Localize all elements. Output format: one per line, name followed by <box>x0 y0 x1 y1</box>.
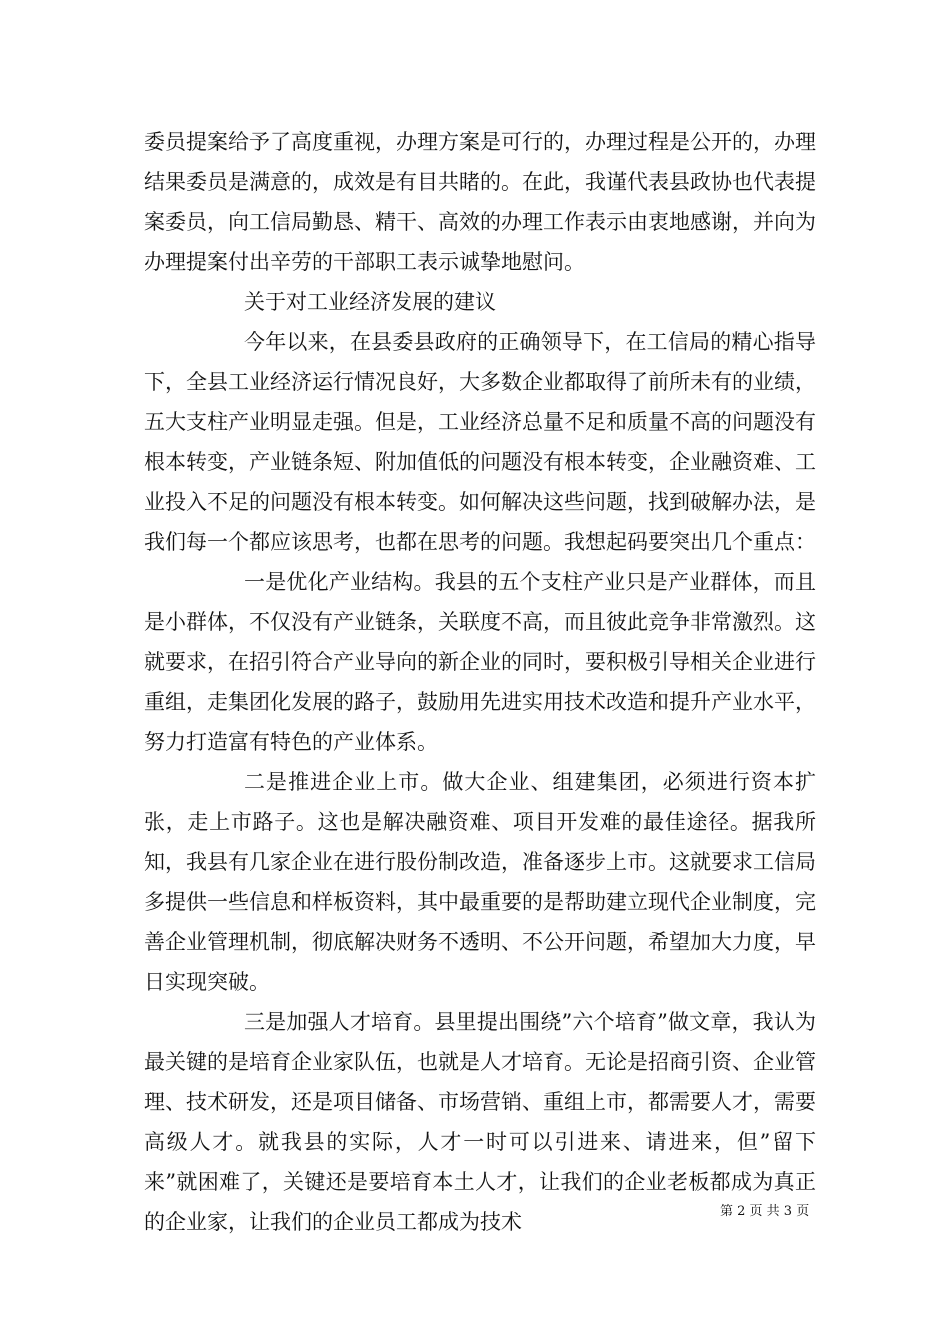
document-body <box>144 122 816 1242</box>
page-number-footer: 第 2 页 共 3 页 <box>720 1204 810 1219</box>
paragraph-point-two: 二是推进企业上市。做大企业、组建集团，必须进行资本扩张，走上市路子。这也是解决融资难、项目开发难的最佳途径。据我所知，我县有几家企业在进行股份制改造，准备逐步上市。这就要求工信局多提供一些信息和样板资料，其中最重要的是帮助建立现代企业制度，完善企业管理机制，彻底解决财务不透明、不公开问题，希望加大力度，早日实现突破。 <box>144 770 816 994</box>
section-heading: 关于对工业经济发展的建议 <box>244 290 496 314</box>
paragraph-point-three: 三是加强人才培育。县里提出围绕”六个培育”做文章，我认为最关键的是培育企业家队伍，也就是人才培育。无论是招商引资、企业管理、技术研发，还是项目储备、市场营销、重组上市，都需要人才，需要高级人才。就我县的实际，人才一时可以引进来、请进来，但”留下来”就困难了，关键还是要培育本土人才，让我们的企业老板都成为真正的企业家，让我们的企业员工都成为技术 <box>144 1010 816 1234</box>
paragraph-intro: 今年以来，在县委县政府的正确领导下，在工信局的精心指导下，全县工业经济运行情况良好，大多数企业都取得了前所未有的业绩，五大支柱产业明显走强。但是，工业经济总量不足和质量不高的问题没有根本转变，产业链条短、附加值低的问题没有根本转变，企业融资难、工业投入不足的问题没有根本转变。如何解决这些问题，找到破解办法，是我们每一个都应该思考，也都在思考的问题。我想起码要突出几个重点： <box>144 330 816 554</box>
paragraph-continuation: 委员提案给予了高度重视，办理方案是可行的，办理过程是公开的，办理结果委员是满意的，成效是有目共睹的。在此，我谨代表县政协也代表提案委员，向工信局勤恳、精干、高效的办理工作表示由衷地感谢，并向为办理提案付出辛劳的干部职工表示诚挚地慰问。 <box>144 130 816 274</box>
paragraph-point-one: 一是优化产业结构。我县的五个支柱产业只是产业群体，而且是小群体，不仅没有产业链条，关联度不高，而且彼此竞争非常激烈。这就要求，在招引符合产业导向的新企业的同时，要积极引导相关企业进行重组，走集团化发展的路子，鼓励用先进实用技术改造和提升产业水平，努力打造富有特色的产业体系。 <box>144 570 816 754</box>
